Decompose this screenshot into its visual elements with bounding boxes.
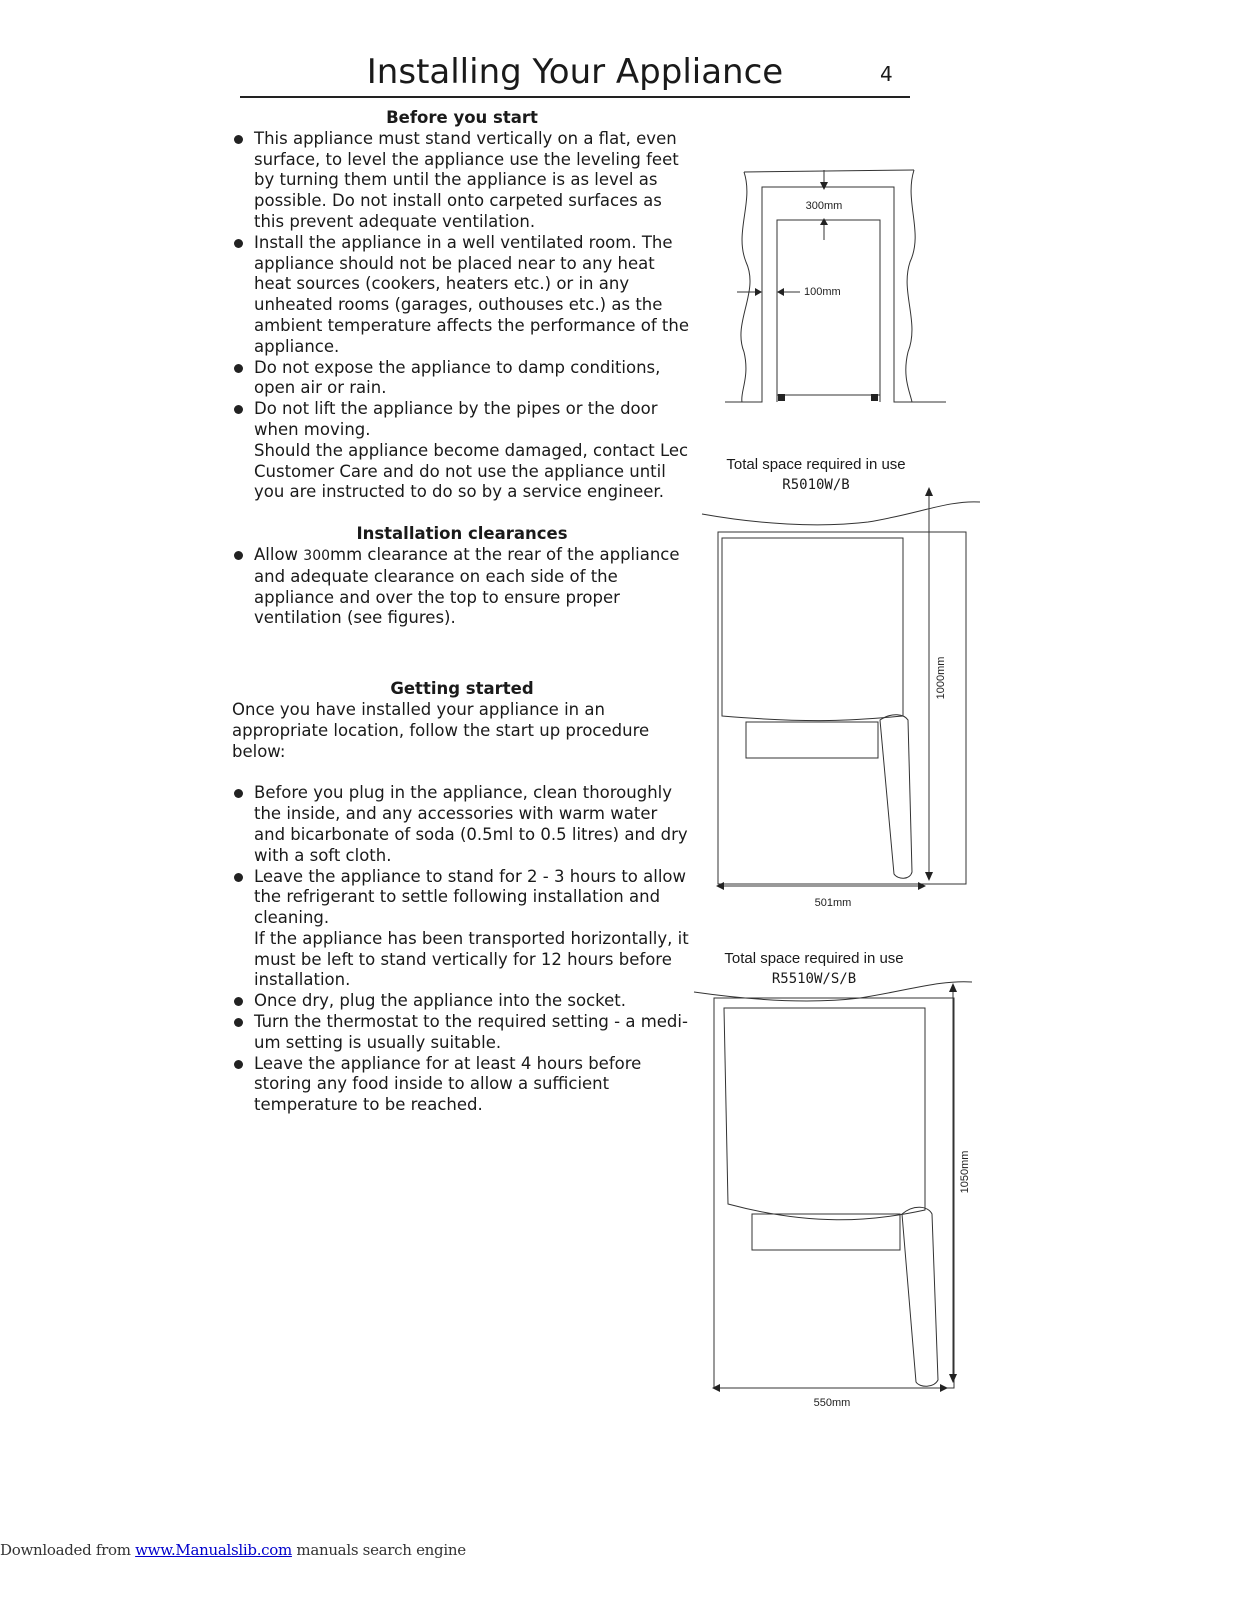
wall-right-outline — [906, 170, 915, 402]
heading-installation-clearances: Installation clearances — [356, 524, 568, 544]
clearances-list — [232, 545, 692, 629]
bullet-icon — [234, 1060, 243, 1069]
r5510-model: R5510W/S/B — [771, 971, 857, 987]
bullet-text: Do not lift the appliance by the pipes or the door when moving. — [254, 399, 658, 439]
list-item — [232, 783, 692, 866]
footer — [0, 1541, 466, 1559]
list-item — [232, 1054, 692, 1116]
page-number: 4 — [880, 62, 893, 86]
bullet-text: Once dry, plug the appliance into the socket. — [254, 991, 627, 1011]
arrow-left-icon — [716, 882, 724, 890]
appliance-body — [714, 998, 954, 1388]
top-clearance-label: 300mm — [805, 200, 843, 212]
instructions-column — [232, 106, 692, 1116]
width-label: 550mm — [813, 1397, 851, 1409]
arrow-down-icon — [925, 872, 933, 881]
footer-prefix: Downloaded from — [0, 1541, 136, 1559]
heading-getting-started: Getting started — [390, 679, 534, 699]
list-item — [232, 399, 692, 503]
arrow-right-icon — [918, 882, 926, 890]
bullet-text-prefix: Allow — [254, 544, 304, 564]
appliance-outline — [777, 220, 880, 402]
bullet-text-rest: mm clearance at the rear of the appliance and adequate clearance on each side of the appliance and over the top to ensure proper ventilation (see figures). — [254, 544, 680, 628]
foot-right — [871, 394, 878, 401]
bullet-icon — [234, 135, 243, 144]
bullet-icon — [234, 997, 243, 1006]
list-item — [232, 545, 692, 629]
clearance-diagram — [720, 162, 960, 410]
bullet-icon — [234, 789, 243, 798]
r5010-caption: Total space required in use — [726, 456, 906, 473]
arrow-left-icon — [777, 288, 784, 296]
getting-started-intro: Once you have installed your appliance in an appropriate location, follow the start up procedure below: — [232, 699, 650, 761]
bullet-text: Leave the appliance for at least 4 hours before storing any food inside to allow a sufficient temperature to be reached. — [254, 1053, 642, 1115]
r5510-diagram — [690, 978, 980, 1418]
list-item — [232, 867, 692, 992]
floor-line — [702, 502, 980, 525]
arrow-right-icon — [755, 288, 762, 296]
r5510-caption: Total space required in use — [724, 950, 904, 967]
width-label: 501mm — [814, 897, 852, 909]
before-start-list — [232, 129, 692, 503]
arrow-down-icon — [820, 182, 828, 190]
getting-started-list — [232, 783, 692, 1116]
side-clearance-label: 100mm — [804, 286, 841, 298]
page-title: Installing Your Appliance — [366, 52, 784, 92]
bullet-icon — [234, 239, 243, 248]
bullet-icon — [234, 873, 243, 882]
bullet-text: Install the appliance in a well ventilated room. The appliance should not be placed near to any heat heat sources (cookers, heaters etc.) or in any unheated rooms (garages, outhouses etc.) as the ambient temperature affects the performance of the appliance. — [254, 232, 690, 356]
arrow-left-icon — [712, 1384, 720, 1392]
bullet-text: Leave the appliance to stand for 2 - 3 hours to allow the refrigerant to settle following installation and cleaning. — [254, 866, 687, 928]
bullet-icon — [234, 551, 243, 560]
bullet-text: This appliance must stand vertically on a flat, even surface, to level the appliance use the leveling feet by turning them until the appliance is as level as possible. Do not install onto carpeted surfaces as this prevent adequate ventilation. — [254, 128, 679, 231]
height-label: 1050mm — [959, 1150, 971, 1194]
manualslib-link[interactable]: www.Manualslib.com — [135, 1541, 292, 1559]
title-rule — [240, 96, 910, 98]
bullet-icon — [234, 405, 243, 414]
arrow-right-icon — [940, 1384, 948, 1392]
list-item — [232, 129, 692, 233]
foot-left — [778, 394, 785, 401]
upper-door — [724, 1008, 925, 1220]
damage-note: Should the appliance become damaged, contact Lec Customer Care and do not use the appliance until you are instructed to do so by a service engineer. — [254, 440, 689, 502]
list-item — [232, 991, 692, 1012]
bullet-icon — [234, 1018, 243, 1027]
upper-door — [722, 538, 903, 721]
heading-before-you-start: Before you start — [386, 108, 538, 127]
open-door — [880, 715, 912, 879]
r5010-model: R5010W/B — [782, 477, 850, 493]
list-item — [232, 1012, 692, 1054]
arrow-up-icon — [949, 983, 957, 992]
list-item — [232, 233, 692, 358]
footer-suffix: manuals search engine — [291, 1541, 466, 1559]
r5010-diagram — [698, 484, 988, 914]
wall-top-edge — [744, 170, 914, 172]
bullet-text: Do not expose the appliance to damp conditions, open air or rain. — [254, 357, 661, 398]
wall-left-outline — [741, 172, 750, 402]
height-label: 1000mm — [935, 656, 947, 700]
drawer — [746, 722, 878, 758]
bullet-text: Turn the thermostat to the required setting - a medi-um setting is usually suitable. — [254, 1012, 688, 1052]
list-item — [232, 358, 692, 400]
transport-note: If the appliance has been transported horizontally, it must be left to stand vertically for 12 hours before installation. — [254, 928, 689, 990]
open-door — [902, 1207, 938, 1386]
arrow-up-icon — [925, 487, 933, 496]
bullet-icon — [234, 364, 243, 373]
arrow-down-icon — [949, 1374, 957, 1383]
bullet-text: Before you plug in the appliance, clean thoroughly the inside, and any accessories with warm water and bicarbonate of soda (0.5ml to 0.5 litres) and dry with a soft cloth. — [254, 783, 688, 865]
clearance-value: 300 — [303, 547, 331, 564]
arrow-up-icon — [820, 218, 828, 225]
